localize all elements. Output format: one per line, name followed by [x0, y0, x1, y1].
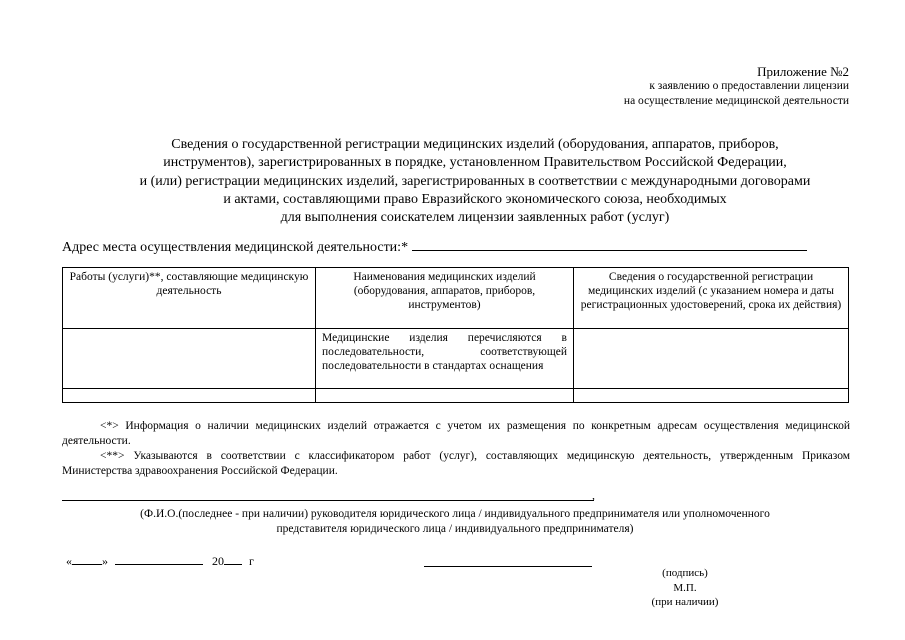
- table-cell[interactable]: [574, 329, 849, 389]
- address-field: [62, 238, 807, 256]
- fio-comma: ,: [592, 488, 595, 502]
- footnote-2-text: <**> Указываются в соответствии с классификатором работ (услуг), составляющих медицинскую деятельность, утвержденным Приказом Министерства здравоохранения Российской Федерации.: [62, 450, 850, 477]
- column-header-registration: Сведения о государственной регистрации медицинских изделий (с указанием номера и даты регистрационных удостоверений, срока их действия): [574, 268, 849, 329]
- stamp-optional-label: (при наличии): [651, 596, 719, 608]
- column-header-device-names: Наименования медицинских изделий (оборудования, аппаратов, приборов, инструментов): [316, 268, 574, 329]
- title-line: Сведения о государственной регистрации медицинских изделий (оборудования, аппаратов, приборов,: [171, 137, 779, 152]
- table-cell[interactable]: Медицинские изделия перечисляются в последовательности, соответствующей последовательности в стандартах оснащения: [316, 329, 574, 389]
- year-suffix: г: [249, 554, 254, 568]
- fio-blank-line[interactable]: [62, 500, 594, 501]
- table-cell[interactable]: [574, 389, 849, 403]
- address-blank-line[interactable]: [412, 238, 807, 251]
- day-blank[interactable]: [72, 553, 102, 565]
- footnote-2: [62, 449, 850, 479]
- signature-caption: [620, 566, 750, 610]
- appendix-number: Приложение №2: [757, 64, 849, 79]
- table-row: [63, 329, 849, 389]
- year-blank[interactable]: [224, 553, 242, 565]
- fio-caption-line-1: (Ф.И.О.(последнее - при наличии) руководителя юридического лица / индивидуального предпринимателя или уполномоченного: [140, 508, 770, 520]
- title-line: для выполнения соискателем лицензии заявленных работ (услуг): [280, 210, 670, 226]
- month-blank[interactable]: [115, 553, 203, 565]
- document-title: [70, 136, 880, 227]
- footnote-1-text: <*> Информация о наличии медицинских изделий отражается с учетом их размещения по конкретным адресам осуществления медицинской деятельности.: [62, 420, 850, 447]
- table-header-row: [63, 268, 849, 329]
- appendix-line-1: к заявлению о предоставлении лицензии: [649, 80, 849, 92]
- fio-caption-line-2: представителя юридического лица / индивидуального предпринимателя): [276, 523, 634, 535]
- date-close-quote: »: [102, 554, 108, 568]
- year-prefix: 20: [212, 554, 224, 568]
- title-line: и актами, составляющими право Евразийского экономического союза, необходимых: [223, 191, 727, 207]
- column-header-works: Работы (услуги)**, составляющие медицинскую деятельность: [63, 268, 316, 329]
- title-line: инструментов), зарегистрированных в порядке, установленном Правительством Российской Федерации,: [163, 155, 787, 171]
- table-cell[interactable]: [316, 389, 574, 403]
- table-cell[interactable]: [63, 389, 316, 403]
- signature-label: (подпись): [662, 567, 708, 579]
- table-cell[interactable]: [63, 329, 316, 389]
- title-line: и (или) регистрации медицинских изделий, зарегистрированных в соответствии с международными договорами: [139, 173, 811, 189]
- address-label: Адрес места осуществления медицинской деятельности:*: [62, 240, 409, 255]
- footnote-1: [62, 419, 850, 449]
- fio-caption: [62, 507, 848, 537]
- devices-table: [62, 267, 849, 403]
- signature-blank-line[interactable]: [424, 566, 592, 567]
- appendix-line-2: на осуществление медицинской деятельности: [623, 95, 849, 107]
- appendix-header: [624, 64, 849, 109]
- table-row: [63, 389, 849, 403]
- stamp-label: М.П.: [673, 581, 697, 594]
- date-open-quote: «: [66, 554, 72, 568]
- date-field: [66, 553, 254, 569]
